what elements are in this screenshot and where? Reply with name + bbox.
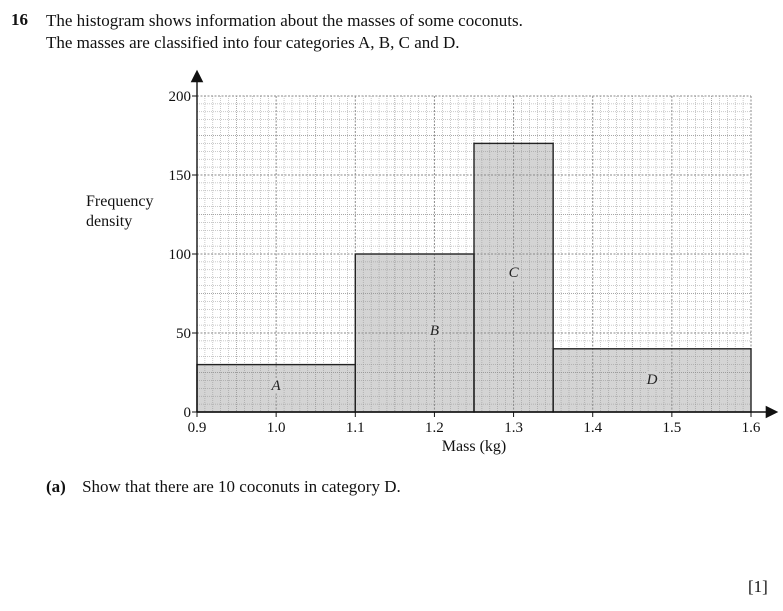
- x-tick-label: 1.5: [662, 420, 682, 436]
- part-a-text: Show that there are 10 coconuts in category D.: [82, 477, 401, 496]
- x-tick-label: 1.3: [504, 420, 523, 436]
- part-a: [46, 477, 401, 497]
- x-tick-label: 1.6: [741, 420, 761, 436]
- bar-label-c: C: [508, 265, 519, 281]
- y-tick-label: 50: [176, 326, 191, 342]
- intro-line-1: The histogram shows information about the masses of some coconuts.: [46, 11, 523, 30]
- question-number: 16: [11, 10, 28, 29]
- x-tick-label: 1.1: [345, 420, 365, 436]
- y-tick-label: 150: [168, 168, 191, 184]
- x-tick-label: 0.9: [187, 420, 207, 436]
- intro-line-2: The masses are classified into four categories A, B, C and D.: [46, 33, 460, 52]
- bar-label-b: B: [429, 323, 440, 339]
- part-a-label: (a): [46, 477, 66, 496]
- y-axis-label-line-1: Frequency: [86, 193, 154, 210]
- y-axis-label-line-2: density: [86, 213, 133, 230]
- x-tick-label: 1.4: [583, 420, 603, 436]
- x-tick-label: 1.2: [425, 420, 444, 436]
- marks-label: [1]: [748, 577, 768, 596]
- x-tick-label: 1.0: [266, 420, 286, 436]
- y-tick-label: 200: [168, 89, 191, 105]
- y-tick-label: 0: [183, 405, 191, 421]
- bar-label-d: D: [646, 372, 658, 388]
- bar-label-a: A: [271, 378, 281, 394]
- y-tick-label: 100: [168, 247, 191, 263]
- x-axis-label: Mass (kg): [441, 438, 507, 455]
